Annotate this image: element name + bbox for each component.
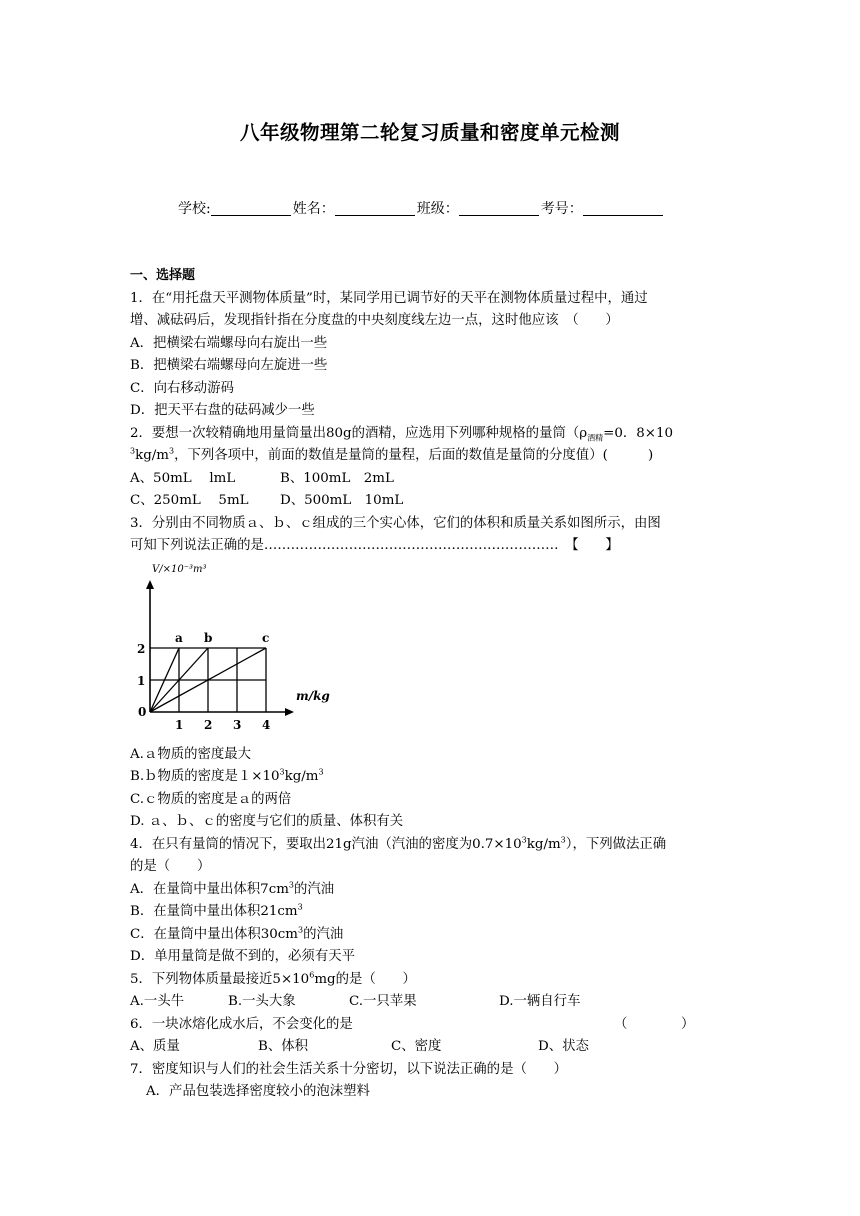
q5-options xyxy=(130,991,740,1014)
exam-no-blank xyxy=(583,201,663,216)
x-axis-arrow xyxy=(285,708,294,716)
y-tick-label: 1 xyxy=(137,673,146,688)
question-list xyxy=(130,265,740,1104)
series-label-c: c xyxy=(262,630,270,645)
volume-mass-graph xyxy=(130,562,740,740)
series-label-b: b xyxy=(204,630,213,645)
q1-option-c: C．向右移动游码 xyxy=(130,380,234,396)
q1-option-d: D．把天平右盘的砝码减少一些 xyxy=(130,403,315,418)
q2-options-row-2 xyxy=(130,490,740,513)
q4-option-b: B．在量筒中量出体积$21cm^3$ xyxy=(130,902,303,919)
q6-option-b: B、体积 xyxy=(258,1039,309,1054)
q3-stem-line-2: 可知下列说法正确的是………………………………………………………… 【 】 xyxy=(130,538,619,553)
origin-label: 0 xyxy=(138,704,147,719)
q5-option-b: B.一头大象 xyxy=(228,994,296,1009)
q6-stem: 6．一块冰熔化成水后，不会变化的是 （ ） xyxy=(130,1016,695,1032)
q7-stem: 7．密度知识与人们的社会生活关系十分密切，以下说法正确的是（ ） xyxy=(130,1061,568,1077)
y-axis-arrow xyxy=(146,580,154,589)
school-label: 学校: xyxy=(178,201,211,217)
q2-option-a: A、50mL lmL xyxy=(130,470,236,486)
q5-option-c: C.一只苹果 xyxy=(349,994,417,1009)
q1-stem-line-2: 增、减砝码后，发现指针指在分度盘的中央刻度线左边一点，这时他应该 （ ） xyxy=(130,313,619,328)
x-tick-label: 2 xyxy=(204,717,213,732)
q4-option-d: D．单用量筒是做不到的，必须有天平 xyxy=(130,949,355,964)
series-layer xyxy=(150,631,269,712)
x-axis-label: m/kg xyxy=(296,688,330,703)
tick-layer xyxy=(137,642,270,732)
q1-stem-line-1: 1．在“用托盘天平测物体质量”时，某同学用已调节好的天平在测物体质量过程中，通过 xyxy=(130,290,648,306)
q2-option-d: D、500mL 10mL xyxy=(280,493,404,508)
q4-option-c: C．在量筒中量出体积$30cm^3$的汽油 xyxy=(130,925,344,942)
q5-option-a: A.一头牛 xyxy=(130,994,185,1009)
q3-option-d: D. ａ、ｂ、ｃ的密度与它们的质量、体积有关 xyxy=(130,814,404,829)
q2-options-row-1 xyxy=(130,468,740,491)
page-title: 八年级物理第二轮复习质量和密度单元检测 xyxy=(239,121,620,144)
series-label-a: a xyxy=(175,630,183,645)
q4-option-a: A．在量筒中量出体积$7cm^3$的汽油 xyxy=(130,880,335,897)
x-tick-label: 3 xyxy=(233,717,242,732)
student-info-line xyxy=(178,198,665,218)
q7-option-a: A．产品包装选择密度较小的泡沫塑料 xyxy=(146,1084,370,1099)
class-label: 班级： xyxy=(416,201,459,217)
school-blank xyxy=(211,201,291,216)
q2-stem-line-1: 2．要想一次较精确地用量筒量出80g的酒精，应选用下列哪种规格的量筒（$\rho_{酒精}=0$．8×10 xyxy=(130,425,674,443)
q4-stem-line-2: 的是（ ） xyxy=(130,859,211,874)
q2-stem-line-2: $^3kg/m^3$，下列各项中，前面的数值是量筒的量程，后面的数值是量筒的分度值）( ) xyxy=(130,446,654,463)
x-tick-label: 4 xyxy=(262,717,271,732)
q1-option-a: A．把横梁右端螺母向右旋出一些 xyxy=(130,335,328,351)
name-blank xyxy=(335,201,415,216)
q6-option-c: C、密度 xyxy=(391,1039,442,1054)
q5-stem: 5．下列物体质量最接近$5\times 10^6mg$的是（ ） xyxy=(130,970,416,987)
q6-options xyxy=(130,1036,740,1059)
q5-option-d: D.一辆自行车 xyxy=(499,994,581,1009)
q3-option-a: A.ａ物质的密度最大 xyxy=(130,746,252,762)
y-tick-label: 2 xyxy=(137,641,146,656)
exam-no-label: 考号： xyxy=(540,201,583,217)
q2-option-c: C、250mL 5mL xyxy=(130,493,249,508)
q3-stem-line-1: 3．分别由不同物质ａ、ｂ、ｃ组成的三个实心体，它们的体积和质量关系如图所示，由图 xyxy=(130,515,661,531)
q3-option-b: B.ｂ物质的密度是$1\times 10^3kg/m^3$ xyxy=(130,767,324,784)
q4-stem-line-1: 4．在只有量筒的情况下，要取出21g汽油（汽油的密度为$0.7\times 10^3kg/m^3$），下列做法正确 xyxy=(130,835,667,852)
q6-option-d: D、状态 xyxy=(538,1039,589,1054)
x-tick-label: 1 xyxy=(175,717,184,732)
q6-option-a: A、质量 xyxy=(130,1039,180,1054)
volume-mass-graph-svg xyxy=(130,562,350,740)
q2-option-b: B、100mL 2mL xyxy=(280,470,394,486)
name-label: 姓名： xyxy=(292,201,335,217)
section-heading: 一、选择题 xyxy=(130,268,196,283)
class-blank xyxy=(459,201,539,216)
q3-option-c: C.ｃ物质的密度是ａ的两倍 xyxy=(130,791,292,807)
y-axis-label: V/×10⁻³m³ xyxy=(152,563,207,575)
q1-option-b: B．把横梁右端螺母向左旋进一些 xyxy=(130,358,328,373)
q6-answer-paren: （ ） xyxy=(614,1016,695,1032)
